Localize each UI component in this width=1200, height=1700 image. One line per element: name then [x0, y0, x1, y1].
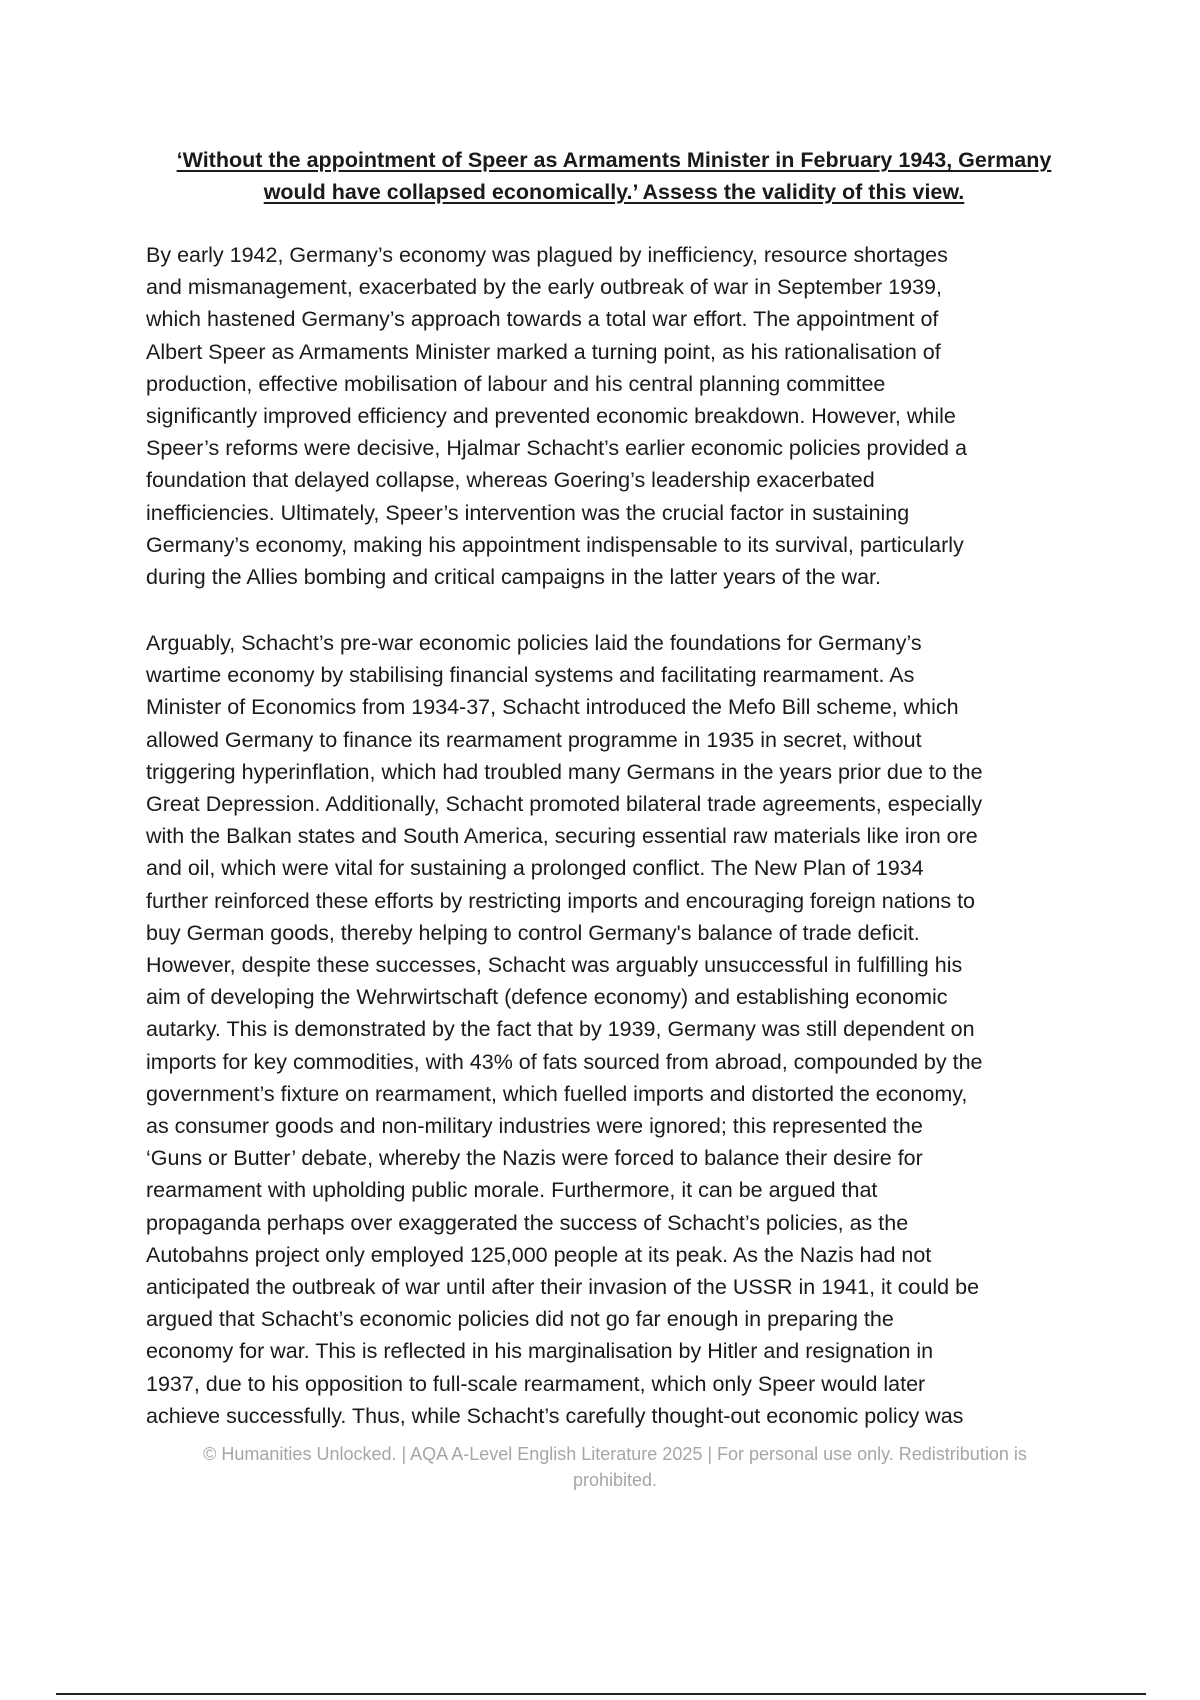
- paragraph-line: as consumer goods and non-military industries were ignored; this represented the: [146, 1114, 923, 1139]
- copyright-footer: [140, 1441, 1090, 1493]
- paragraph-line: Great Depression. Additionally, Schacht promoted bilateral trade agreements, especially: [146, 792, 983, 817]
- paragraph-line: economy for war. This is reflected in his marginalisation by Hitler and resignation in: [146, 1339, 934, 1364]
- paragraph-line: Albert Speer as Armaments Minister marked a turning point, as his rationalisation of: [146, 339, 941, 364]
- paragraph-line: government’s fixture on rearmament, which fuelled imports and distorted the economy,: [146, 1081, 968, 1106]
- paragraph-line: anticipated the outbreak of war until after their invasion of the USSR in 1941, it could be: [146, 1275, 980, 1300]
- paragraph-line: triggering hyperinflation, which had troubled many Germans in the years prior due to the: [146, 759, 983, 784]
- paragraph-line: production, effective mobilisation of labour and his central planning committee: [146, 371, 886, 396]
- paragraph-line: Speer’s reforms were decisive, Hjalmar Schacht’s earlier economic policies provided a: [146, 436, 967, 461]
- paragraph-line: further reinforced these efforts by restricting imports and encouraging foreign nations to: [146, 888, 975, 913]
- page-bottom-rule: [56, 1693, 1146, 1695]
- paragraph-line: foundation that delayed collapse, whereas Goering’s leadership exacerbated: [146, 468, 875, 493]
- paragraph-line: with the Balkan states and South America, securing essential raw materials like iron ore: [146, 824, 978, 849]
- paragraph-line: achieve successfully. Thus, while Schacht’s carefully thought-out economic policy was: [146, 1403, 964, 1428]
- paragraph-line: buy German goods, thereby helping to control Germany's balance of trade deficit.: [146, 920, 920, 945]
- footer-line: prohibited.: [572, 1470, 658, 1490]
- paragraph-line: which hastened Germany’s approach towards a total war effort. The appointment of: [146, 307, 939, 332]
- paragraph-line: By early 1942, Germany’s economy was plagued by inefficiency, resource shortages: [146, 243, 948, 267]
- intro-paragraph: [146, 239, 1096, 593]
- essay-title-line: would have collapsed economically.’ Assess the validity of this view.: [263, 180, 965, 204]
- paragraph-line: rearmament with upholding public morale. Furthermore, it can be argued that: [146, 1178, 878, 1203]
- paragraph-line: imports for key commodities, with 43% of fats sourced from abroad, compounded by the: [146, 1049, 983, 1074]
- footer-line: © Humanities Unlocked. | AQA A-Level English Literature 2025 | For personal use only. Redistribution is: [203, 1444, 1027, 1464]
- paragraph-line: during the Allies bombing and critical campaigns in the latter years of the war.: [146, 565, 881, 590]
- paragraph-line: propaganda perhaps over exaggerated the success of Schacht’s policies, as the: [146, 1210, 909, 1235]
- paragraph-line: wartime economy by stabilising financial systems and facilitating rearmament. As: [146, 663, 915, 688]
- paragraph-line: aim of developing the Wehrwirtschaft (defence economy) and establishing economic: [146, 985, 948, 1010]
- paragraph-line: However, despite these successes, Schacht was arguably unsuccessful in fulfilling his: [146, 953, 963, 978]
- paragraph-line: autarky. This is demonstrated by the fact that by 1939, Germany was still dependent on: [146, 1017, 975, 1042]
- essay-title-line: ‘Without the appointment of Speer as Armaments Minister in February 1943, Germany: [176, 148, 1052, 172]
- paragraph-line: Autobahns project only employed 125,000 people at its peak. As the Nazis had not: [146, 1242, 932, 1267]
- paragraph-line: argued that Schacht’s economic policies did not go far enough in preparing the: [146, 1307, 894, 1332]
- paragraph-line: and oil, which were vital for sustaining a prolonged conflict. The New Plan of 1934: [146, 856, 924, 881]
- paragraph-line: Germany’s economy, making his appointment indispensable to its survival, particularly: [146, 532, 964, 557]
- paragraph-line: Minister of Economics from 1934-37, Schacht introduced the Mefo Bill scheme, which: [146, 695, 959, 720]
- paragraph-line: 1937, due to his opposition to full-scale rearmament, which only Speer would later: [146, 1371, 926, 1396]
- paragraph-line: ‘Guns or Butter’ debate, whereby the Nazis were forced to balance their desire for: [146, 1146, 923, 1171]
- schacht-paragraph: [146, 627, 1096, 1432]
- paragraph-line: significantly improved efficiency and prevented economic breakdown. However, while: [146, 404, 956, 429]
- paragraph-line: inefficiencies. Ultimately, Speer’s intervention was the crucial factor in sustaining: [146, 500, 910, 525]
- paragraph-line: and mismanagement, exacerbated by the early outbreak of war in September 1939,: [146, 275, 942, 300]
- paragraph-line: allowed Germany to finance its rearmament programme in 1935 in secret, without: [146, 727, 922, 752]
- essay-title: [146, 144, 1082, 208]
- paragraph-line: Arguably, Schacht’s pre-war economic policies laid the foundations for Germany’s: [146, 631, 922, 655]
